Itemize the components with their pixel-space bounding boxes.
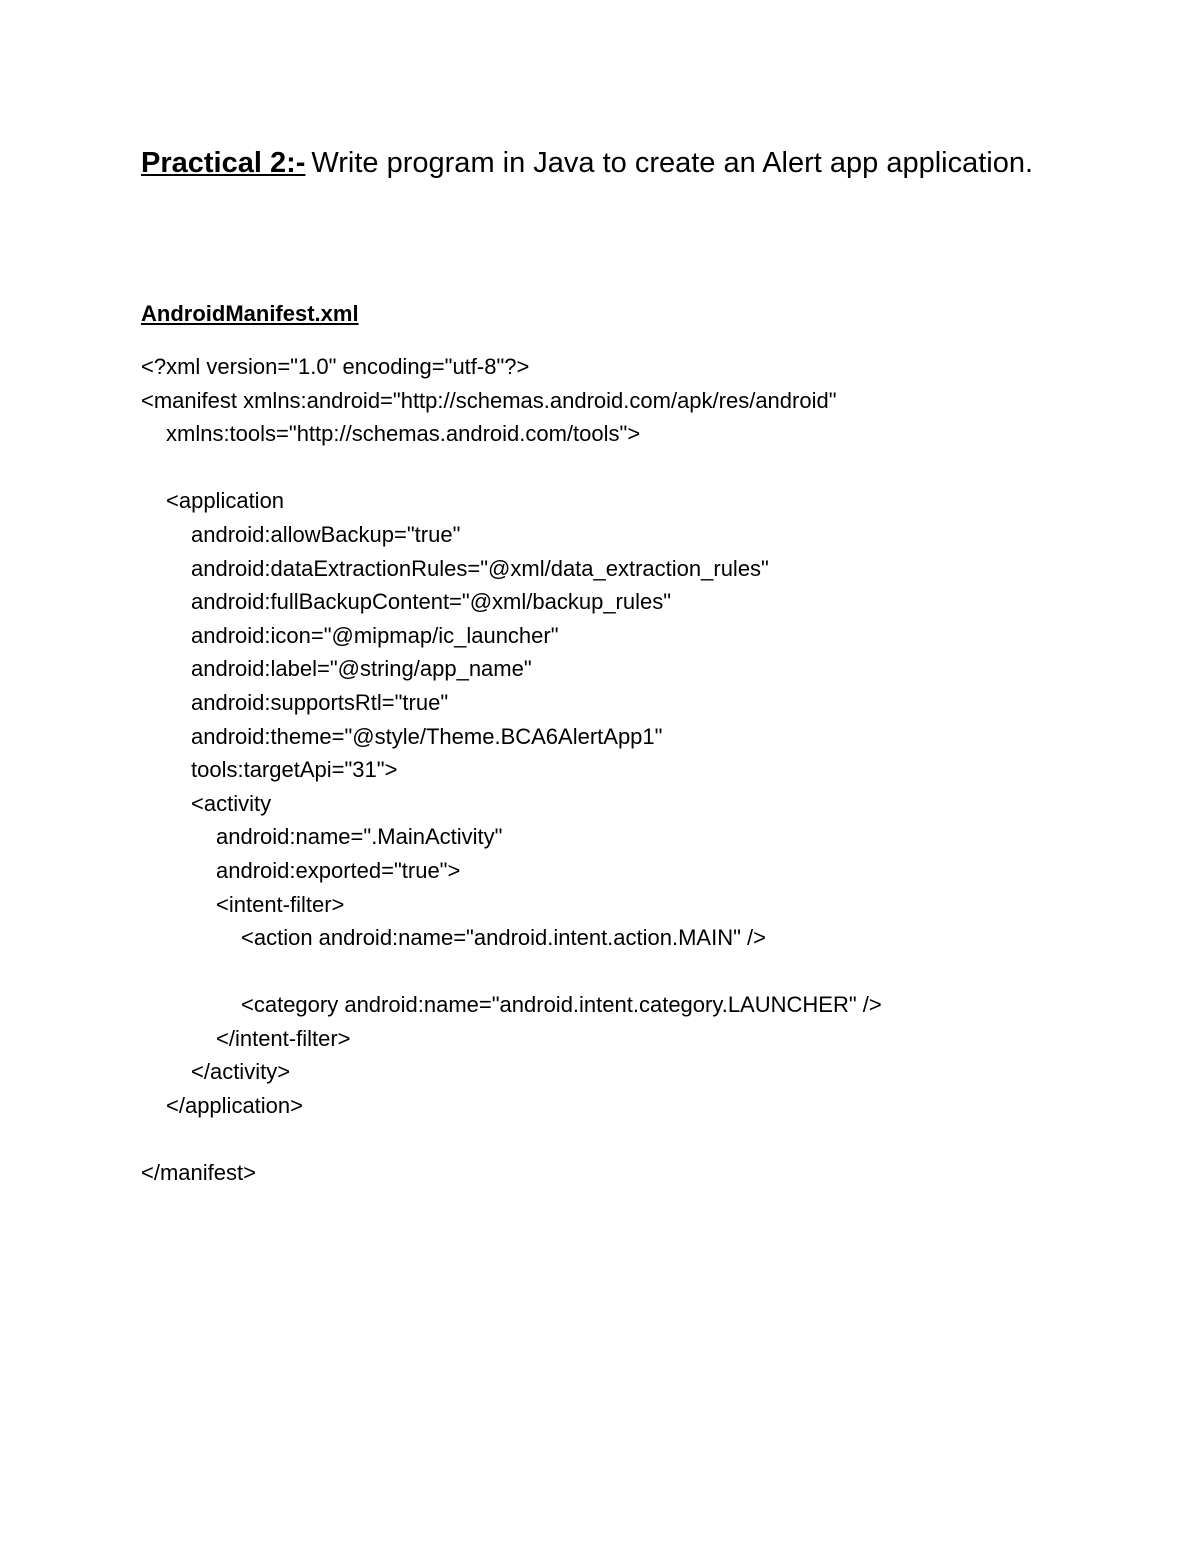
code-line: <activity	[191, 790, 272, 816]
code-line: <application	[166, 488, 285, 514]
practical-description: Write program in Java to create an Alert app application.	[311, 147, 1034, 179]
code-line: android:fullBackupContent="@xml/backup_rules"	[191, 589, 672, 615]
code-line: tools:targetApi="31">	[191, 757, 398, 783]
code-line: <action android:name="android.intent.action.MAIN" />	[241, 925, 766, 951]
code-line: android:supportsRtl="true"	[191, 689, 449, 715]
code-line: android:theme="@style/Theme.BCA6AlertApp1"	[191, 723, 663, 749]
code-line: <intent-filter>	[216, 891, 345, 917]
code-line: </application>	[166, 1093, 303, 1119]
code-line	[141, 955, 1141, 989]
code-line: android:label="@string/app_name"	[191, 656, 532, 682]
code-line: android:dataExtractionRules="@xml/data_extraction_rules"	[191, 555, 769, 581]
code-line: android:icon="@mipmap/ic_launcher"	[191, 622, 559, 648]
code-line: </manifest>	[141, 1160, 256, 1186]
code-line	[141, 451, 1141, 485]
code-line: <category android:name="android.intent.category.LAUNCHER" />	[241, 992, 882, 1018]
section-heading: AndroidManifest.xml	[141, 301, 359, 326]
code-line: android:exported="true">	[216, 857, 461, 883]
code-listing	[141, 350, 1141, 1190]
code-line	[141, 1123, 1141, 1157]
practical-title	[141, 141, 1033, 185]
code-line: <?xml version="1.0" encoding="utf-8"?>	[141, 354, 530, 379]
practical-label: Practical 2:-	[141, 147, 306, 179]
code-line: android:allowBackup="true"	[191, 521, 461, 547]
code-line: android:name=".MainActivity"	[216, 824, 503, 850]
code-line: </activity>	[191, 1059, 291, 1085]
code-line: </intent-filter>	[216, 1025, 351, 1051]
code-line: xmlns:tools="http://schemas.android.com/tools">	[166, 421, 641, 447]
code-line: <manifest xmlns:android="http://schemas.android.com/apk/res/android"	[141, 387, 837, 413]
